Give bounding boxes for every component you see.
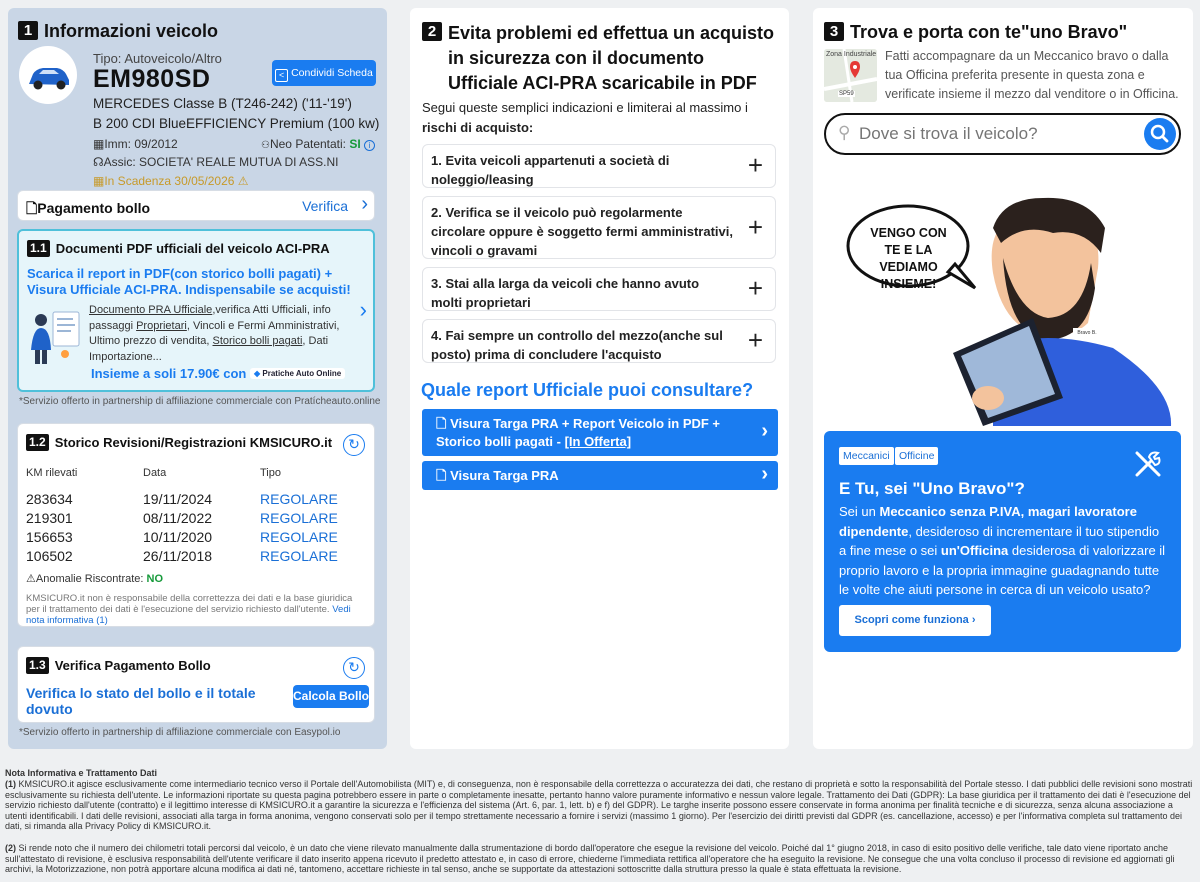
tip-text: 2. Verifica se il veicolo può regolarmente circolare oppure è soggetto fermi amministrativi, vincoli o gravami [431,205,733,258]
intro-text: Segui queste semplici indicazioni e limiterai al massimo i [422,100,748,115]
report-option-full-text [436,415,751,451]
notes-title: Nota Informativa e Trattamento Dati [5,768,158,778]
chevron-right-icon[interactable]: › [361,193,368,215]
calculate-bollo-button[interactable]: Calcola Bollo [293,685,369,708]
report-option-visura[interactable] [422,461,778,490]
location-pin-icon: ⚲ [838,123,851,142]
anomalies-value: NO [146,573,164,585]
docs-description [89,303,349,365]
table-header-row [26,464,370,490]
report-title: Quale report Ufficiale puoi consultare? [421,380,754,400]
km-cell: 219301 [26,510,73,526]
document-icon: 🗋 [436,416,447,431]
mechanic-illustration [843,188,1183,426]
tip-text: 3. Stai alla larga da veicoli che hanno avuto molti proprietari [431,276,700,310]
vehicle-title: Informazioni veicolo [44,21,219,41]
header-date: Data [143,467,167,479]
car-icon [19,46,77,104]
type-cell: REGOLARE [260,548,338,564]
km-cell: 156653 [26,529,73,545]
discover-how-button[interactable] [839,605,991,636]
chevron-right-icon: › [971,614,976,626]
promo-bold2: un'Officina [940,543,1009,558]
note-1-text: KMSICURO.it agisce esclusivamente come intermediario tecnico verso il Portale dell'Automobilista (MIT) e, di conseguenza, non è responsabile della correttezza o accuratezza dei dati, che restano di proprietà e sotto la responsabilità del Portale stesso. I dati pubblici delle revisioni sono mostrati esclusivamente su richiesta dell'utente. Le informazioni riportate su questa pagina potrebbero essere in parte o completamente inesatte, pertanto hanno valore puramente informativo e nessun valore legale. Trattamento dei Dati (GDPR): La base giuridica per il trattamento dei dati è l'esecuzione del servizio richiesto dall'utente (contratto) e il legittimo interesse di KMSICURO.it a garantire la sicurezza e l'efficienza del sistema (Art. 6, par. 1, lett. b) e f) del GDPR). Le targhe inserite possono essere conservate in forma anonima per finalità tecniche e di sicurezza, senza alcuna associazione a utenti identificabili. I dati delle revisioni, associati alla targa in forma anonima, vengono conservati solo per il tempo strettamente necessario a fornire i servizi (massimo 1 giorno). Per l'esercizio dei diritti previsti dal GDPR (es. cancellazione, accesso) e per l'informativa completa sul trattamento dei dati, si rimanda alla Privacy Policy di KMSICURO.it. [5,779,1193,831]
plus-icon[interactable]: + [747,149,763,180]
location-search[interactable] [824,113,1181,155]
disclaimer-text: KMSICURO.it non è responsabile della correttezza dei dati e la base giuridica per il trattamento dei dati è l'esecuzione del servizio richiesto dall'utente. [26,593,353,615]
bollo-payment-row[interactable] [17,190,375,221]
tip-text: 1. Evita veicoli appartenuti a società di noleggio/leasing [431,153,670,187]
share-card-button[interactable] [272,60,376,86]
partner-logo [250,368,345,379]
calendar-icon: ▦ [93,137,105,151]
revisions-table [26,464,370,566]
table-row [26,509,370,528]
docs-text2: , Vincoli e Fermi Amministrativi, Ultimo prezzo di vendita, [89,319,340,347]
docs-text3: , Dati Importazione... [89,335,329,363]
vehicle-model: MERCEDES Classe B (T246-242) ('11-'19') [93,96,352,111]
disclaimer-note-link[interactable]: Vedi nota informativa (1) [26,604,351,626]
docs-text1: ,verifica Atti Ufficiali, info passaggi [89,304,331,332]
partner-logo-text: Pratiche Auto Online [262,369,342,378]
info-icon[interactable]: i [364,140,375,151]
imm-text: Imm: 09/2012 [104,137,178,151]
mechanic-tablet-icon [843,188,1183,426]
revisions-title: Storico Revisioni/Registrazioni KMSICURO.it [54,435,333,450]
docs-title: Documenti PDF ufficiali del veicolo ACI-PRA [55,241,330,256]
chevron-right-icon: › [761,420,768,442]
promo-bold1: Meccanico senza P.IVA, magari lavoratore dipendente [839,504,1137,539]
type-cell: REGOLARE [260,510,338,526]
revisions-card [17,423,375,627]
search-button[interactable] [1144,118,1176,150]
note-2 [5,843,1193,875]
share-icon: < [275,69,288,82]
km-cell: 283634 [26,491,73,507]
header-type: Tipo [260,467,281,479]
tag-workshops[interactable]: Officine [895,447,938,465]
type-cell: REGOLARE [260,491,338,507]
report-person-icon [25,306,83,366]
intro-bold: rischi di acquisto: [422,120,534,135]
tipo-value: Autoveicolo/Altro [124,51,222,66]
section-number: 1 [18,21,38,40]
mechanic-panel [813,8,1193,749]
table-row [26,547,370,566]
report1-offer: [In Offerta] [564,434,632,449]
bollo-row-title [26,198,150,222]
plate-number: EM980SD [93,65,211,93]
note-1-number: (1) [5,779,16,789]
bollo-check-heading [26,657,211,675]
map-road-label: SP59 [839,91,854,97]
bollo-check-title: Verifica Pagamento Bollo [54,658,211,673]
bollo-check-card [17,646,375,723]
revisions-section-number: 1.2 [26,434,49,451]
type-cell: REGOLARE [260,529,338,545]
pdf-illustration [25,306,83,366]
insurance-expiry [93,174,249,188]
tip-item[interactable] [422,267,776,311]
revisions-disclaimer [26,593,366,626]
neo-patentati [261,137,375,151]
chevron-right-icon: › [761,463,768,485]
km-cell: 106502 [26,548,73,564]
report-option-visura-text [436,467,559,485]
search-icon [1144,118,1176,150]
report2-label: Visura Targa PRA [450,468,559,483]
plus-icon[interactable]: + [747,272,763,303]
docs-headline[interactable]: Scarica il report in PDF(con storico bolli pagati) + Visura Ufficiale ACI-PRA. Indispensabile se acquisti! [27,266,351,297]
purchase-section-number-wrap [422,22,448,41]
promo-text1: Sei un [839,504,880,519]
car-avatar [19,46,77,104]
docs-price [91,366,345,381]
location-search-input[interactable] [859,121,1129,147]
chevron-right-icon[interactable]: › [359,297,367,322]
headset-icon: ☊ [93,155,104,169]
warning-icon: ⚠ [26,573,36,585]
docs-heading [27,240,330,258]
share-label: Condividi Scheda [291,67,373,79]
date-cell: 10/11/2020 [143,529,213,545]
note-1 [5,779,1193,832]
neo-value: SI [349,137,361,151]
purchase-title: Evita problemi ed effettua un acquisto in sicurezza con il documento Ufficiale ACI-PRA scaricabile in PDF [448,23,775,93]
document-icon: 🗋 [436,468,447,483]
map-thumbnail[interactable] [824,49,877,102]
registration-date [93,137,178,151]
speech-bubble-text: VENGO CON TE E LA VEDIAMO INSIEME! [870,226,947,291]
docs-section-number: 1.1 [27,240,50,257]
report-option-full[interactable] [422,409,778,456]
docs-link-bolli[interactable]: Storico bolli pagati [212,335,303,347]
mechanic-promo-card [824,431,1181,652]
date-cell: 19/11/2024 [143,491,213,507]
revisions-heading [26,434,332,452]
docs-price-text: Insieme a soli 17.90€ con [91,366,247,381]
tipo-label: Tipo: [93,51,122,66]
bollo-label: Pagamento bollo [37,200,151,216]
refresh-icon[interactable]: ↻ [343,434,365,456]
bollo-verify-link[interactable]: Verifica [302,198,348,214]
tip-item[interactable] [422,144,776,188]
purchase-tips-panel [410,8,789,749]
docs-footnote: *Servizio offerto in partnership di affiliazione commerciale con Pratícheauto.online [19,396,381,407]
discover-label: Scopri come funziona [854,614,969,626]
vehicle-version: B 200 CDI BlueEFFICIENCY Premium (100 kw) [93,116,380,131]
table-row [26,528,370,547]
expiry-text: In Scadenza 30/05/2026 [104,174,235,188]
person-icon: ⚇ [261,140,270,151]
promo-text [839,502,1169,600]
name-badge: Bravo B. [1077,330,1097,336]
document-icon: 🗋 [26,200,38,216]
insurance-text: Assic: SOCIETA' REALE MUTUA DI ASS.NI [103,155,339,169]
tip-item[interactable] [422,319,776,363]
date-cell: 08/11/2022 [143,510,213,526]
bravo-section-number: 3 [824,22,844,41]
docs-link-pra[interactable]: Documento PRA Ufficiale [89,304,213,316]
report1-label: Visura Targa PRA + Report Veicolo in PDF + Storico bolli pagati - [436,416,721,449]
purchase-intro [422,98,782,138]
bollo-footnote: *Servizio offerto in partnership di affiliazione commerciale con Easypol.io [19,727,341,738]
calendar-warning-icon: ▦ [93,174,105,188]
vehicle-info-panel [8,8,387,749]
tag-mechanics[interactable]: Meccanici [839,447,894,465]
bravo-title: Trova e porta con te"uno Bravo" [850,22,1128,42]
promo-title: E Tu, sei "Uno Bravo"? [839,479,1025,498]
purchase-section-number: 2 [422,22,442,41]
promo-text3: desiderosa di valorizzare il proprio lavoro e la propria immagine guadagnando tutte le volte che aiuti persone in cerca di un veicolo usato? [839,543,1166,597]
table-row [26,490,370,509]
date-cell: 26/11/2018 [143,548,213,564]
plus-icon[interactable]: + [747,324,763,355]
anomalies [26,572,163,585]
tip-text: 4. Fai sempre un controllo del mezzo(anche sul posto) prima di concludere l'acquisto [431,328,723,362]
docs-link-owners[interactable]: Proprietari [136,319,187,332]
refresh-icon[interactable]: ↻ [343,657,365,679]
anomalies-label: Anomalie Riscontrate: [35,573,144,585]
bravo-heading [824,22,1127,43]
vehicle-section-heading [18,21,218,42]
pdf-documents-card[interactable] [17,229,375,392]
bravo-intro: Fatti accompagnare da un Meccanico bravo o dalla tua Officina preferita presente in questa zona e verificate insieme il mezzo dal venditore o in Officina. [885,49,1179,101]
bollo-section-number: 1.3 [26,657,49,674]
tools-icon [1133,449,1163,479]
promo-text2: , desideroso di incrementare il tuo stipendio a fine mese o sei [839,523,1160,558]
tip-item[interactable] [422,196,776,259]
neo-label: Neo Patentati: [269,137,347,151]
partner-logo-icon: ◆ [253,369,261,378]
insurance [93,155,338,169]
header-km: KM rilevati [26,467,78,479]
bollo-check-text: Verifica lo stato del bollo e il totale dovuto [26,685,256,717]
note-2-number: (2) [5,843,16,853]
note-2-text: Si rende noto che il numero dei chilometri totali percorsi dal veicolo, è un dato che viene rilevato manualmente dalla strumentazione di bordo dall'operatore che esegue la revisione del veicolo. Poiché dal 1° giugno 2018, in caso di esito positivo delle verifiche, tale dato viene riportato anche sull'attestato di revisione, è esclusiva responsabilità dell'utente verificare il dato inserito appena ricevuto il predetto attestato e, in caso di errore, chiederne l'immediata rettifica all'operatore che ha eseguito la revisione. Ne consegue che una volta concluso il processo di revisione ed aggiornati gli archivi, la Motorizzazione, non potrà apportare alcuna modifica ai dati né, tantomeno, accettare richieste in tal senso, anche se supportate da attestazioni sottoscritte dalla struttura presso la quale è stata effettuata la revisione. [5,843,1175,874]
map-zone-label: Zona Industriale [826,51,877,58]
warning-icon: ⚠ [237,174,249,188]
vehicle-type [93,51,222,66]
plus-icon[interactable]: + [747,211,763,242]
